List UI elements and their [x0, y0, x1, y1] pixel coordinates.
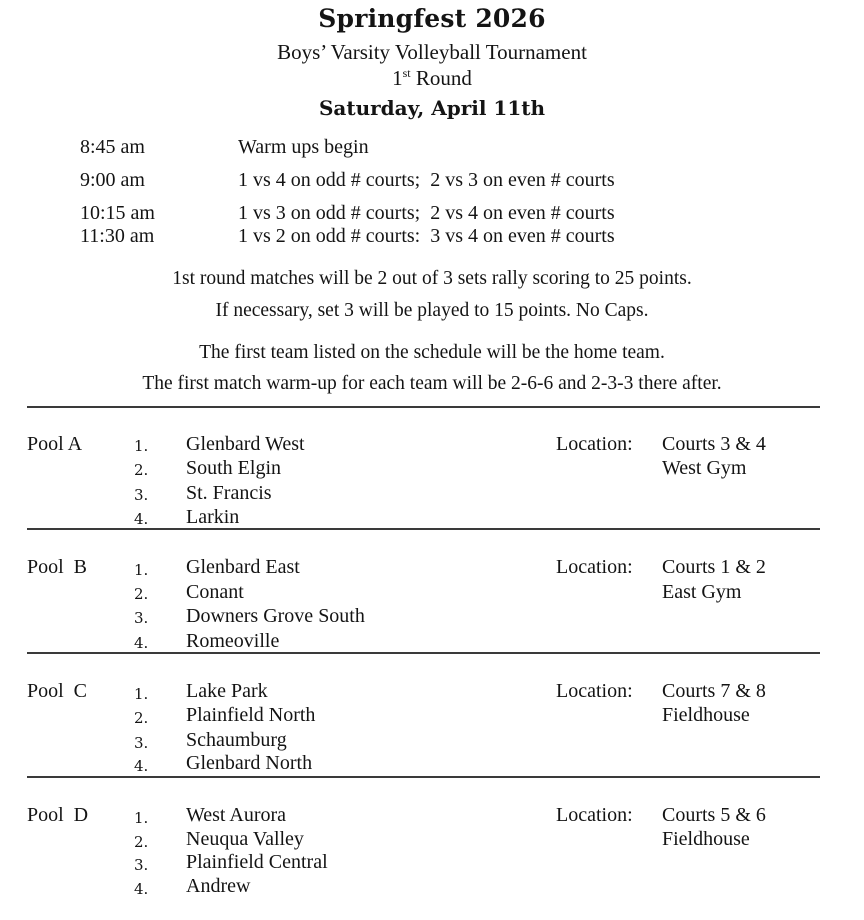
- schedule-time: 9:00 am: [80, 169, 145, 191]
- team-name: Glenbard East: [186, 556, 300, 578]
- team-number: 3.: [134, 856, 149, 874]
- rules-note: 1st round matches will be 2 out of 3 sets rally scoring to 25 points.: [172, 268, 692, 289]
- location-venue: Fieldhouse: [662, 704, 750, 726]
- schedule-description: 1 vs 3 on odd # courts; 2 vs 4 on even # courts: [238, 202, 615, 224]
- pool-label: Pool A: [27, 433, 83, 455]
- location-courts: Courts 3 & 4: [662, 433, 766, 455]
- team-number: 3.: [134, 609, 149, 627]
- team-name: Downers Grove South: [186, 605, 365, 627]
- location-venue: Fieldhouse: [662, 828, 750, 850]
- team-name: Glenbard North: [186, 752, 313, 774]
- section-divider: [27, 406, 820, 408]
- schedule-time: 10:15 am: [80, 202, 155, 224]
- team-name: St. Francis: [186, 482, 272, 504]
- team-name: Schaumburg: [186, 729, 287, 751]
- location-venue: East Gym: [662, 581, 742, 603]
- round-number: 1: [392, 66, 403, 90]
- event-date: Saturday, April 11th: [318, 96, 546, 120]
- rules-note: The first team listed on the schedule will be the home team.: [199, 342, 665, 363]
- schedule-time: 11:30 am: [80, 225, 155, 247]
- team-number: 1.: [134, 561, 149, 579]
- team-name: Larkin: [186, 506, 240, 528]
- team-number: 2.: [134, 709, 149, 727]
- team-name: Romeoville: [186, 630, 280, 652]
- schedule-description: 1 vs 4 on odd # courts; 2 vs 3 on even # courts: [238, 169, 615, 191]
- team-name: Neuqua Valley: [186, 828, 304, 850]
- team-number: 1.: [134, 437, 149, 455]
- rules-note: The first match warm-up for each team will be 2-6-6 and 2-3-3 there after.: [142, 373, 722, 394]
- team-number: 3.: [134, 734, 149, 752]
- location-label: Location:: [556, 433, 633, 455]
- location-label: Location:: [556, 556, 633, 578]
- team-number: 4.: [134, 634, 149, 652]
- team-number: 4.: [134, 880, 149, 898]
- location-venue: West Gym: [662, 457, 747, 479]
- team-number: 2.: [134, 585, 149, 603]
- team-name: West Aurora: [186, 804, 287, 826]
- schedule-description: Warm ups begin: [238, 136, 369, 158]
- location-courts: Courts 1 & 2: [662, 556, 766, 578]
- team-name: Plainfield North: [186, 704, 316, 726]
- document-title: Springfest 2026: [318, 4, 546, 33]
- team-number: 3.: [134, 486, 149, 504]
- location-label: Location:: [556, 680, 633, 702]
- pool-label: Pool B: [27, 556, 88, 578]
- location-courts: Courts 5 & 6: [662, 804, 766, 826]
- pool-label: Pool C: [27, 680, 88, 702]
- pool-label: Pool D: [27, 804, 89, 826]
- schedule-time: 8:45 am: [80, 136, 145, 158]
- team-name: Glenbard West: [186, 433, 305, 455]
- location-courts: Courts 7 & 8: [662, 680, 766, 702]
- pool-divider: [27, 652, 820, 654]
- team-number: 2.: [134, 833, 149, 851]
- round-word: Round: [415, 66, 472, 90]
- team-name: Conant: [186, 581, 244, 603]
- pool-divider: [27, 776, 820, 778]
- tournament-subtitle: Boys’ Varsity Volleyball Tournament: [277, 40, 587, 64]
- pool-divider: [27, 528, 820, 530]
- schedule-description: 1 vs 2 on odd # courts: 3 vs 4 on even # courts: [238, 225, 615, 247]
- team-name: Lake Park: [186, 680, 268, 702]
- round-label: [0, 66, 864, 91]
- team-number: 1.: [134, 685, 149, 703]
- team-number: 2.: [134, 461, 149, 479]
- team-number: 1.: [134, 809, 149, 827]
- location-label: Location:: [556, 804, 633, 826]
- team-name: Plainfield Central: [186, 851, 328, 873]
- team-name: Andrew: [186, 875, 251, 897]
- rules-note: If necessary, set 3 will be played to 15 points. No Caps.: [215, 300, 649, 321]
- team-number: 4.: [134, 757, 149, 775]
- team-name: South Elgin: [186, 457, 282, 479]
- round-suffix: st: [402, 66, 411, 80]
- team-number: 4.: [134, 510, 149, 528]
